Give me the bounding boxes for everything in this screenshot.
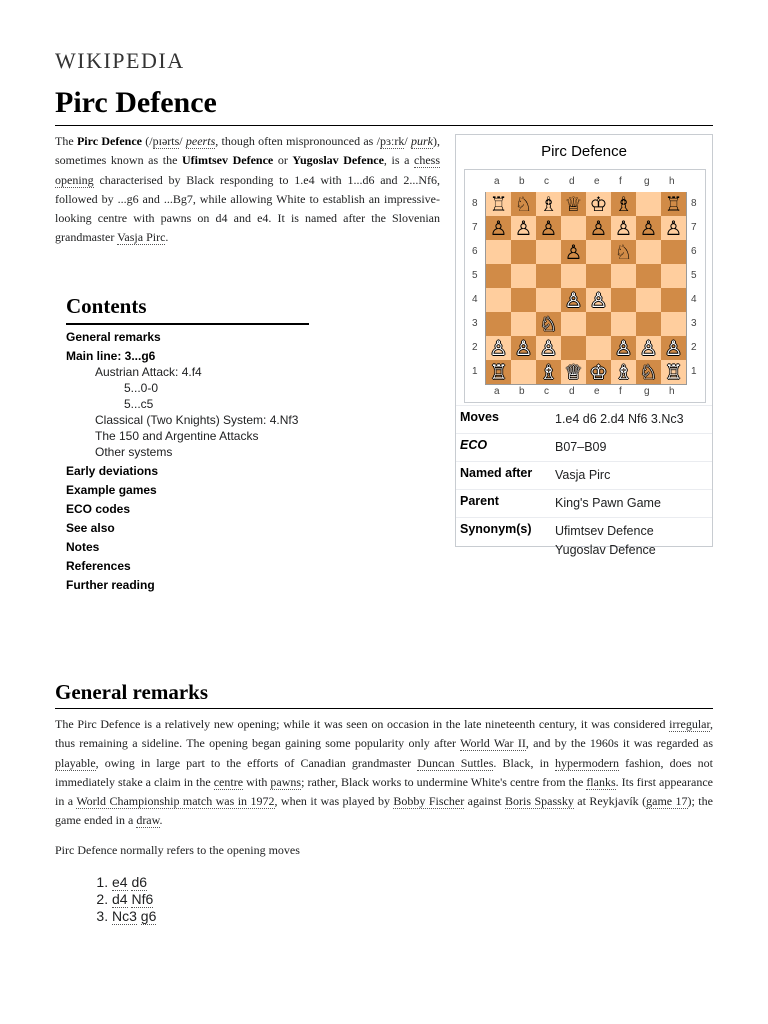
square-e5: [586, 264, 611, 288]
square-h7: [661, 216, 686, 240]
duncan-suttles-link[interactable]: Duncan Suttles: [417, 755, 494, 770]
square-h4: [661, 288, 686, 312]
square-c2: [536, 336, 561, 360]
square-b7: [511, 216, 536, 240]
black-piece-icon: ♗: [614, 192, 633, 216]
general-remarks-paragraph: The Pirc Defence is a relatively new opening; while it was seen on occasion in the late nineteenth century, it was considered irregular, thus remaining a sideline. The opening began gaining some popularity only after World War II, and by the 1960s it was regarded as playable, owing in large part to the efforts of Canadian grandmaster Duncan Suttles. Black, in hypermodern fashion, does not immediately stake a claim in the centre with pawns; rather, Black works to undermine White's centre from the flanks. Its first appearance in a World Championship match was in 1972, when it was played by Bobby Fischer against Boris Spassky at Reykjavík (game 17); the game ended in a draw.: [55, 717, 714, 828]
infobox-value: King's Pawn Game: [555, 496, 661, 510]
square-b2: [511, 336, 536, 360]
hypermodern-link[interactable]: hypermodern: [555, 755, 620, 770]
rank-label: 3: [691, 318, 697, 329]
square-f2: [611, 336, 636, 360]
black-piece-icon: ♙: [514, 216, 533, 240]
white-piece-icon: ♙: [564, 288, 583, 312]
infobox-value: Vasja Pirc: [555, 468, 611, 482]
file-label: b: [519, 386, 525, 397]
white-piece-icon: ♙: [489, 336, 508, 360]
square-c8: [536, 192, 561, 216]
square-g4: [636, 288, 661, 312]
vasja-pirc-link[interactable]: Vasja Pirc: [117, 230, 166, 245]
white-piece-icon: ♙: [539, 336, 558, 360]
white-piece-icon: ♕: [564, 360, 583, 384]
rank-label: 1: [691, 366, 697, 377]
world-championship-link[interactable]: World Championship match was in 1972: [76, 794, 275, 809]
rank-label: 3: [472, 318, 478, 329]
square-d4: [561, 288, 586, 312]
file-label: c: [544, 386, 549, 397]
move-list-item: [112, 874, 156, 891]
square-f3: [611, 312, 636, 336]
square-d2: [561, 336, 586, 360]
toc-item[interactable]: Early deviations: [66, 464, 159, 478]
square-b6: [511, 240, 536, 264]
article-name: Pirc Defence: [76, 134, 142, 148]
file-label: g: [644, 176, 650, 187]
white-piece-icon: ♙: [589, 288, 608, 312]
rank-label: 7: [691, 222, 697, 233]
file-label: b: [519, 176, 525, 187]
infobox-table: [456, 405, 712, 564]
square-a1: [486, 360, 511, 384]
black-move-link[interactable]: Nf6: [131, 891, 154, 907]
chess-diagram: [464, 169, 706, 403]
black-piece-icon: ♖: [664, 192, 683, 216]
irregular-link[interactable]: irregular: [669, 717, 710, 731]
toc-item[interactable]: Main line: 3...g6: [66, 349, 156, 363]
black-piece-icon: ♙: [564, 240, 583, 264]
square-d3: [561, 312, 586, 336]
black-piece-icon: ♙: [614, 216, 633, 240]
centre-link[interactable]: centre: [213, 774, 244, 789]
toc-item[interactable]: 5...0-0: [124, 381, 159, 395]
square-a4: [486, 288, 511, 312]
pawns-link[interactable]: pawns: [270, 774, 302, 789]
rank-label: 6: [691, 246, 697, 257]
square-c1: [536, 360, 561, 384]
square-h2: [661, 336, 686, 360]
square-e8: [586, 192, 611, 216]
toc-item[interactable]: Further reading: [66, 578, 155, 592]
black-piece-icon: ♙: [664, 216, 683, 240]
square-h8: [661, 192, 686, 216]
square-c7: [536, 216, 561, 240]
square-f8: [611, 192, 636, 216]
intro-paragraph: The Pirc Defence (/pɪərts/ peerts, though often mispronounced as /pɜːrk/ purk), sometimes known as the Ufimtsev Defence or Yugoslav Defence, is a chess opening characterised by Black responding to 1.e4 with 1...d6 and 2...Nf6, followed by ...g6 and ...Bg7, while allowing White to establish an impressive-looking centre with pawns on d4 and e4. It is named after the Slovenian grandmaster Vasja Pirc.: [55, 134, 441, 245]
square-h3: [661, 312, 686, 336]
infobox-row: [456, 489, 712, 517]
infobox-label: Moves: [460, 410, 499, 424]
file-label: a: [494, 176, 500, 187]
rank-label: 5: [691, 270, 697, 281]
white-piece-icon: ♖: [664, 360, 683, 384]
rank-label: 4: [472, 294, 478, 305]
white-move-link[interactable]: Nc3: [112, 908, 137, 924]
draw-link[interactable]: draw: [136, 813, 160, 828]
file-label: f: [619, 386, 622, 397]
respelling-link[interactable]: peerts: [185, 134, 216, 148]
square-f4: [611, 288, 636, 312]
file-label: d: [569, 176, 575, 187]
square-c5: [536, 264, 561, 288]
file-label: d: [569, 386, 575, 397]
square-e2: [586, 336, 611, 360]
square-a3: [486, 312, 511, 336]
rank-label: 6: [472, 246, 478, 257]
square-e4: [586, 288, 611, 312]
chessboard: [485, 192, 687, 385]
toc-item[interactable]: See also: [66, 521, 115, 535]
black-piece-icon: ♙: [489, 216, 508, 240]
rank-label: 4: [691, 294, 697, 305]
infobox-caption: Pirc Defence: [541, 143, 627, 160]
toc-item[interactable]: Example games: [66, 483, 157, 497]
moves-intro: Pirc Defence normally refers to the opening moves: [55, 843, 300, 857]
section-divider: [55, 708, 713, 709]
toc-item[interactable]: References: [66, 559, 131, 573]
square-g5: [636, 264, 661, 288]
square-e3: [586, 312, 611, 336]
square-f7: [611, 216, 636, 240]
infobox-row: [456, 461, 712, 489]
toc-item[interactable]: 5...c5: [124, 397, 154, 411]
toc-item[interactable]: ECO codes: [66, 502, 131, 516]
white-piece-icon: ♙: [514, 336, 533, 360]
infobox-value: Ufimtsev Defence Yugoslav Defence: [555, 524, 656, 557]
square-g2: [636, 336, 661, 360]
infobox-label: Synonym(s): [460, 522, 532, 536]
black-move-link[interactable]: d6: [131, 874, 148, 890]
file-label: h: [669, 386, 675, 397]
file-label: c: [544, 176, 549, 187]
black-piece-icon: ♙: [539, 216, 558, 240]
file-label: h: [669, 176, 675, 187]
file-label: e: [594, 386, 600, 397]
square-g7: [636, 216, 661, 240]
square-d1: [561, 360, 586, 384]
square-f5: [611, 264, 636, 288]
white-piece-icon: ♘: [639, 360, 658, 384]
square-b5: [511, 264, 536, 288]
square-d8: [561, 192, 586, 216]
page-title: Pirc Defence: [55, 86, 217, 119]
white-piece-icon: ♘: [539, 312, 558, 336]
infobox-label: Parent: [460, 494, 499, 508]
square-h6: [661, 240, 686, 264]
file-label: a: [494, 386, 500, 397]
infobox-label: ECO: [460, 438, 488, 452]
flanks-link[interactable]: flanks: [586, 774, 616, 789]
black-piece-icon: ♕: [564, 192, 583, 216]
infobox-row: [456, 517, 712, 564]
square-c3: [536, 312, 561, 336]
toc-item[interactable]: Austrian Attack: 4.f4: [95, 365, 202, 379]
square-g6: [636, 240, 661, 264]
white-piece-icon: ♙: [639, 336, 658, 360]
square-b8: [511, 192, 536, 216]
table-of-contents: [66, 294, 309, 592]
white-move-link[interactable]: d4: [112, 891, 128, 907]
black-piece-icon: ♖: [489, 192, 508, 216]
rank-label: 7: [472, 222, 478, 233]
white-piece-icon: ♗: [539, 360, 558, 384]
square-g3: [636, 312, 661, 336]
rank-label: 8: [691, 198, 697, 209]
rank-label: 2: [691, 342, 697, 353]
bobby-fischer-link[interactable]: Bobby Fischer: [393, 794, 465, 809]
rank-label: 8: [472, 198, 478, 209]
playable-link[interactable]: playable: [55, 755, 96, 770]
square-a6: [486, 240, 511, 264]
rank-label: 1: [472, 366, 478, 377]
black-move-link[interactable]: g6: [140, 908, 157, 924]
black-piece-icon: ♘: [514, 192, 533, 216]
square-c4: [536, 288, 561, 312]
white-piece-icon: ♙: [614, 336, 633, 360]
chess-opening-link[interactable]: chess opening: [55, 153, 441, 187]
black-piece-icon: ♔: [589, 192, 608, 216]
square-g8: [636, 192, 661, 216]
infobox-label: Named after: [460, 466, 533, 480]
square-a7: [486, 216, 511, 240]
boris-spassky-link[interactable]: Boris Spassky: [505, 794, 574, 809]
infobox-row: [456, 433, 712, 461]
rank-label: 2: [472, 342, 478, 353]
file-label: f: [619, 176, 622, 187]
rank-label: 5: [472, 270, 478, 281]
title-divider: [55, 125, 713, 126]
square-d7: [561, 216, 586, 240]
white-move-link[interactable]: e4: [112, 874, 128, 890]
opening-moves-list: [95, 874, 156, 925]
square-e6: [586, 240, 611, 264]
square-g1: [636, 360, 661, 384]
toc-item[interactable]: Notes: [66, 540, 100, 554]
white-piece-icon: ♖: [489, 360, 508, 384]
move-list-item: [112, 891, 156, 908]
square-a5: [486, 264, 511, 288]
toc-title: Contents: [66, 294, 309, 325]
square-b1: [511, 360, 536, 384]
square-c6: [536, 240, 561, 264]
game-17-link[interactable]: game 17: [646, 794, 688, 809]
move-list-item: [112, 908, 156, 925]
square-f1: [611, 360, 636, 384]
square-d5: [561, 264, 586, 288]
square-d6: [561, 240, 586, 264]
toc-item[interactable]: Other systems: [95, 445, 173, 459]
file-label: e: [594, 176, 600, 187]
white-piece-icon: ♔: [589, 360, 608, 384]
black-piece-icon: ♗: [539, 192, 558, 216]
ww2-link[interactable]: World War II: [460, 736, 526, 751]
respelling-link-2[interactable]: purk: [410, 134, 433, 148]
toc-item[interactable]: General remarks: [66, 330, 161, 344]
black-piece-icon: ♙: [589, 216, 608, 240]
toc-item[interactable]: Classical (Two Knights) System: 4.Nf3: [95, 413, 299, 427]
square-b3: [511, 312, 536, 336]
toc-item[interactable]: The 150 and Argentine Attacks: [95, 429, 259, 443]
infobox: [455, 134, 713, 557]
black-piece-icon: ♘: [614, 240, 633, 264]
ipa-link[interactable]: pɪərts: [152, 134, 180, 148]
square-e1: [586, 360, 611, 384]
square-h1: [661, 360, 686, 384]
square-e7: [586, 216, 611, 240]
square-a2: [486, 336, 511, 360]
infobox-value: B07–B09: [555, 440, 607, 454]
infobox-value: 1.e4 d6 2.d4 Nf6 3.Nc3: [555, 412, 684, 426]
square-b4: [511, 288, 536, 312]
square-f6: [611, 240, 636, 264]
white-piece-icon: ♗: [614, 360, 633, 384]
wikipedia-logo[interactable]: WIKIPEDIA: [55, 48, 185, 73]
file-label: g: [644, 386, 650, 397]
section-heading-general-remarks: General remarks: [55, 680, 208, 704]
square-a8: [486, 192, 511, 216]
square-h5: [661, 264, 686, 288]
black-piece-icon: ♙: [639, 216, 658, 240]
white-piece-icon: ♙: [664, 336, 683, 360]
infobox-row: [456, 405, 712, 433]
ipa-link-2[interactable]: pɜːrk: [379, 134, 405, 148]
